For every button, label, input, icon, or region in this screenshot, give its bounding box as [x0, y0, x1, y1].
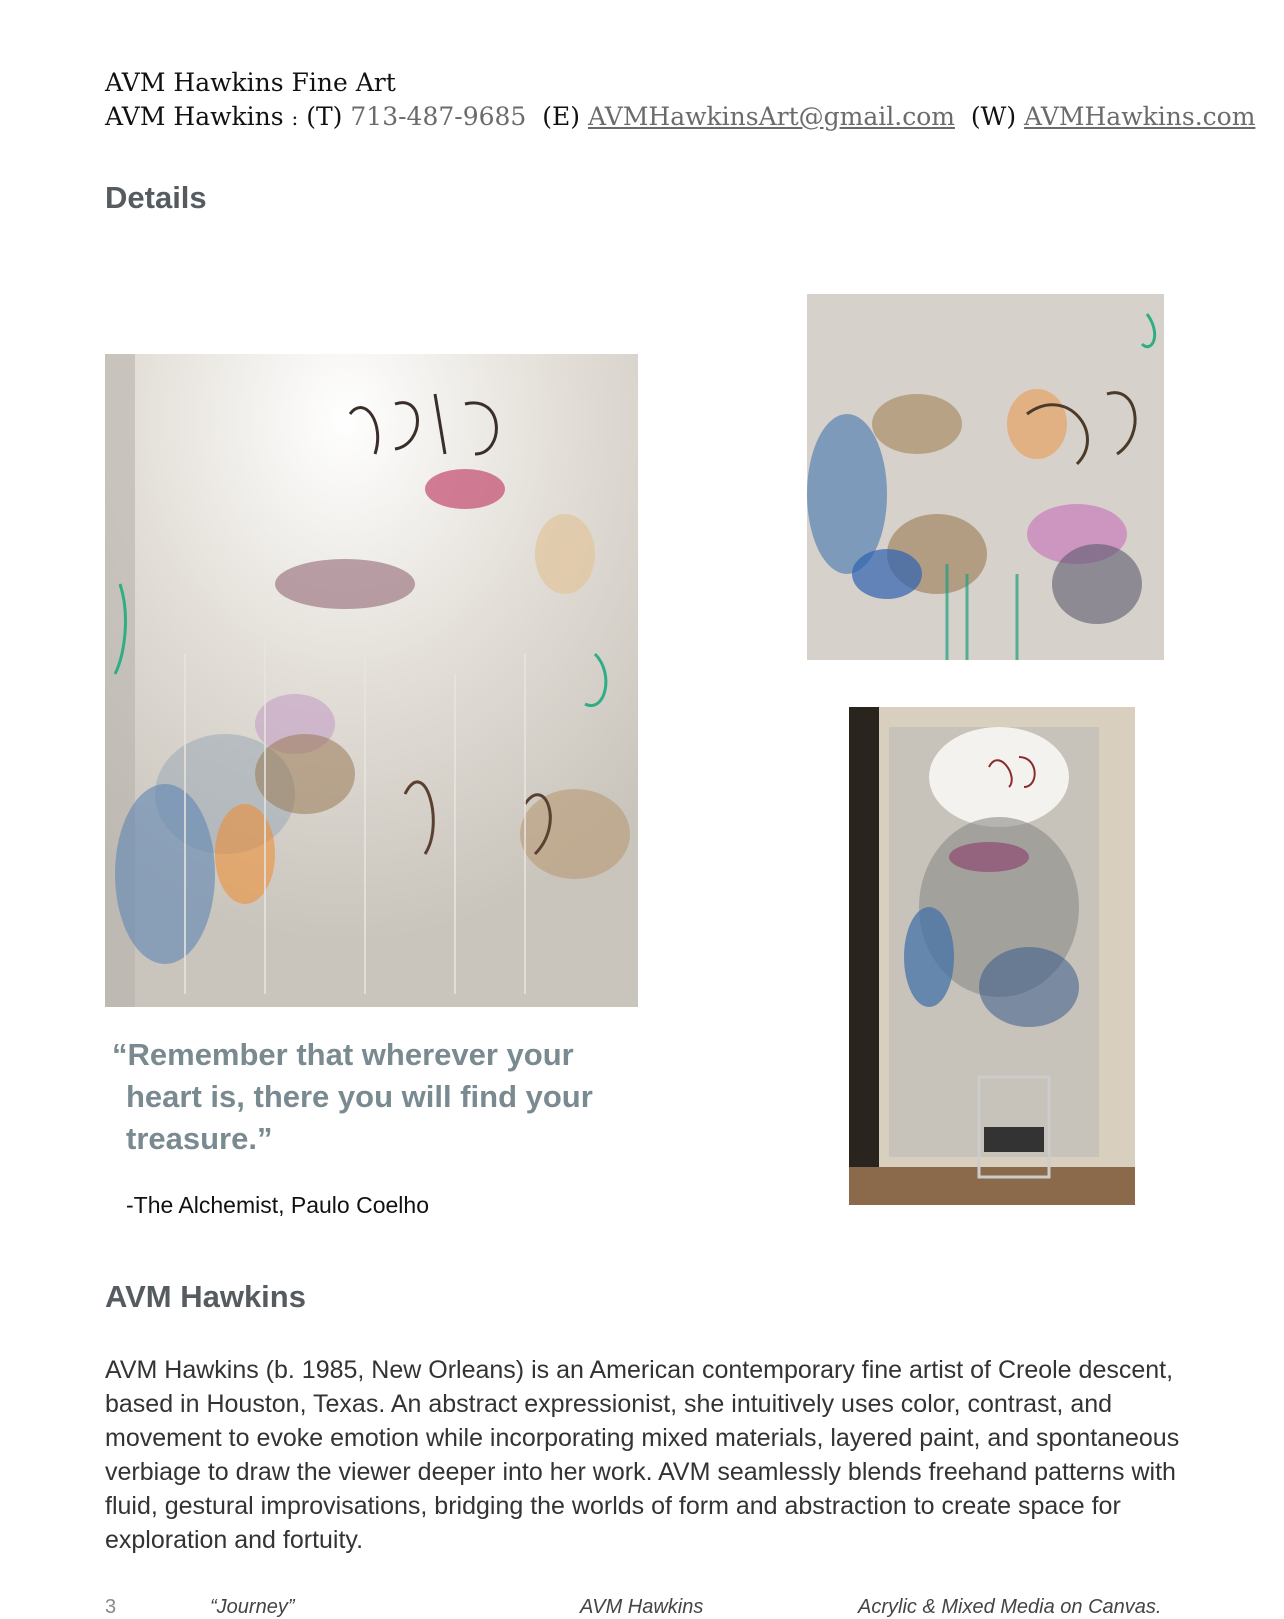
artwork-title: “Journey”: [210, 1596, 295, 1618]
artwork-main-image: [105, 354, 638, 1007]
contact-line: [105, 100, 1255, 135]
separator: :: [291, 106, 299, 130]
artist-bio: AVM Hawkins (b. 1985, New Orleans) is an American contemporary fine artist of Creole descent, based in Houston, Texas. An abstract expressionist, she intuitively uses color, contrast, and movement to evoke emotion while incorporating mixed materials, layered paint, and spontaneous verbiage to draw the viewer deeper into her work. AVM seamlessly blends freehand patterns with fluid, gestural improvisations, bridging the worlds of form and abstraction to create space for exploration and fortuity.: [105, 1356, 1180, 1554]
artwork-medium: Acrylic & Mixed Media on Canvas.: [858, 1596, 1162, 1618]
footer-artist: AVM Hawkins: [580, 1596, 704, 1618]
quote-text: “Remember that wherever your heart is, there you will find your treasure.”: [112, 1037, 593, 1156]
quote-attribution: -The Alchemist, Paulo Coelho: [126, 1192, 429, 1218]
phone-label: (T): [306, 102, 343, 131]
artwork-studio-photo: [849, 707, 1135, 1205]
email-label: (E): [542, 102, 581, 131]
artist-name: AVM Hawkins: [105, 102, 284, 131]
page-number: 3: [105, 1596, 117, 1618]
web-label: (W): [970, 102, 1017, 131]
page-header: [105, 66, 1255, 135]
email-link[interactable]: AVMHawkinsArt@gmail.com: [587, 102, 955, 131]
gallery-name: AVM Hawkins Fine Art: [105, 68, 396, 97]
details-heading: Details: [105, 180, 207, 215]
artist-heading: AVM Hawkins: [105, 1279, 306, 1314]
artwork-detail-image: [807, 294, 1164, 660]
phone-number[interactable]: 713-487-9685: [350, 102, 527, 131]
website-link[interactable]: AVMHawkins.com: [1024, 102, 1256, 131]
